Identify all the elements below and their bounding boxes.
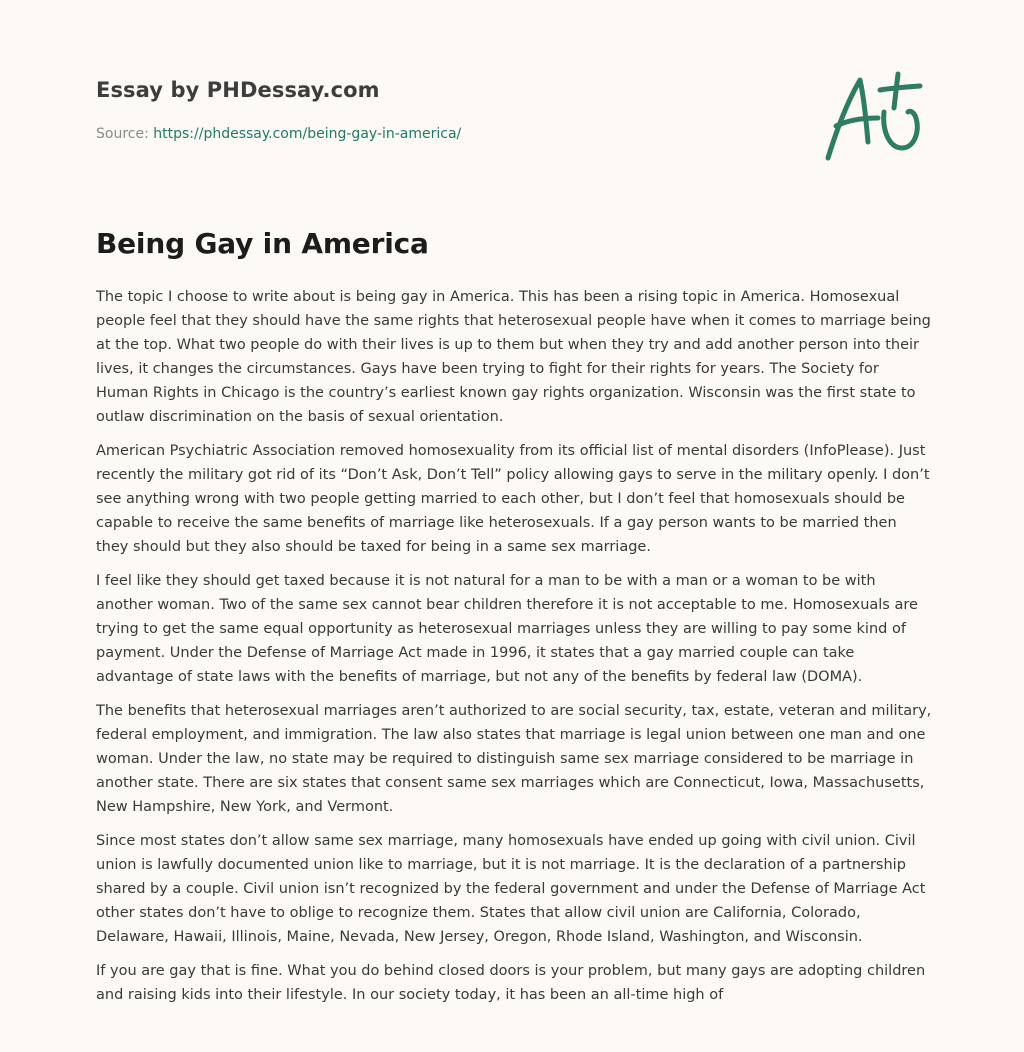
essay-paragraph: Since most states don’t allow same sex marriage, many homosexuals have ended up going with civil union. Civil union is lawfully documented union like to marriage, but it is not marriage. It is the declaration of a partnership shared by a couple. Civil union isn’t recognized by the federal government and under the Defense of Marriage Act other states don’t have to oblige to recognize them. States that allow civil union are California, Colorado, Delaware, Hawaii, Illinois, Maine, Nevada, New Jersey, Oregon, Rhode Island, Washington, and Wisconsin. [96,833,926,945]
site-title: Essay by PHDessay.com [96,78,380,102]
source-label: Source: [96,126,154,142]
a-plus-logo-icon [822,68,932,164]
essay-paragraph: If you are gay that is fine. What you do behind closed doors is your problem, but many gays are adopting children and raising kids into their lifestyle. In our society today, it has been an all-time high of [96,963,926,1003]
essay-paragraph: American Psychiatric Association removed homosexuality from its official list of mental disorders (InfoPlease). Just recently the military got rid of its “Don’t Ask, Don’t Tell” policy allowing gays to serve in the military openly. I don’t see anything wrong with two people getting married to each other, but I don’t feel that homosexuals should be capable to receive the same benefits of marriage like heterosexuals. If a gay person wants to be married then they should but they also should be taxed for being in a same sex marriage. [96,443,930,555]
source-line [96,124,796,144]
source-link[interactable]: https://phdessay.com/being-gay-in-america/ [153,126,462,142]
essay-paragraph: I feel like they should get taxed because it is not natural for a man to be with a man or a woman to be with another woman. Two of the same sex cannot bear children therefore it is not acceptable to me. Homosexuals are trying to get the same equal opportunity as heterosexual marriages unless they are willing to pay some kind of payment. Under the Defense of Marriage Act made in 1996, it states that a gay married couple can take advantage of state laws with the benefits of marriage, but not any of the benefits by federal law (DOMA). [96,573,918,685]
header [96,76,796,144]
essay-paragraph: The topic I choose to write about is being gay in America. This has been a rising topic in America. Homosexual people feel that they should have the same rights that heterosexual people have when it comes to marriage being at the top. What two people do with their lives is up to them but when they try and add another person into their lives, it changes the circumstances. Gays have been trying to fight for their rights for years. The Society for Human Rights in Chicago is the country’s earliest known gay rights organization. Wisconsin was the first state to outlaw discrimination on the basis of sexual orientation. [96,289,931,425]
essay-title: Being Gay in America [96,227,429,260]
essay-body [96,285,932,1017]
essay-paragraph: The benefits that heterosexual marriages aren’t authorized to are social security, tax, estate, veteran and military, federal employment, and immigration. The law also states that marriage is legal union between one man and one woman. Under the law, no state may be required to distinguish same sex marriage considered to be marriage in another state. There are six states that consent same sex marriages which are Connecticut, Iowa, Massachusetts, New Hampshire, New York, and Vermont. [96,703,932,815]
